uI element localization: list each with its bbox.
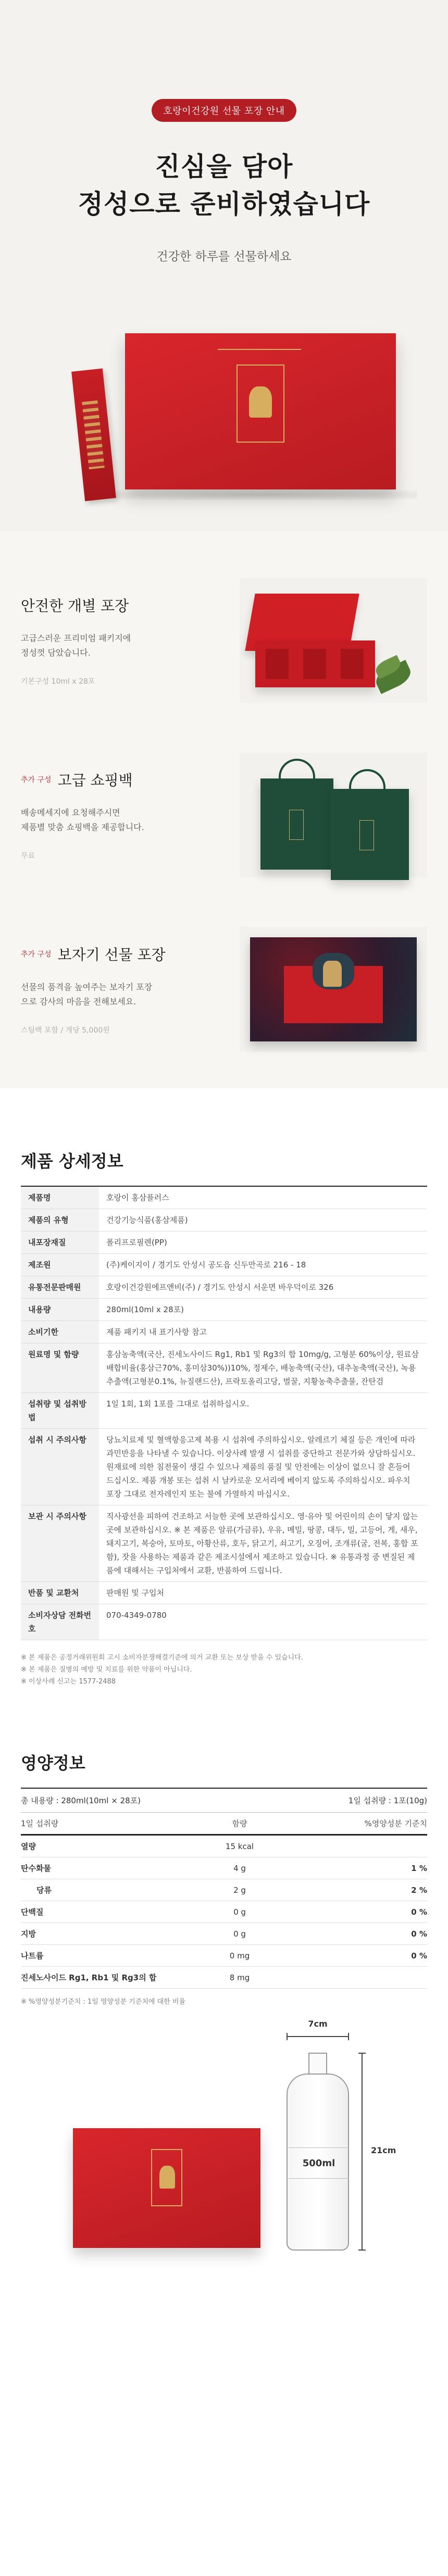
nutrition-row <box>21 1879 427 1901</box>
package-desc-line2: 정성껏 담았습니다. <box>21 648 91 658</box>
height-dimension-line <box>358 2053 366 2251</box>
nutrient-percent: 0 % <box>302 1945 427 1967</box>
water-bottle <box>287 2053 349 2251</box>
spec-value: 1일 1회, 1회 1포를 그대로 섭취하십시오. <box>99 1393 427 1429</box>
gift-box <box>125 333 396 489</box>
nutrient-percent: 0 % <box>302 1901 427 1923</box>
package-text <box>21 944 208 1035</box>
package-text <box>21 595 208 686</box>
tray-slot <box>303 649 326 679</box>
spec-key: 소비자상담 전화번호 <box>21 1604 99 1640</box>
bag-handle <box>279 759 315 780</box>
nutrient-percent <box>302 1835 427 1857</box>
spec-value: 당뇨치료제 및 혈액항응고제 복용 시 섭취에 주의하십시오. 알레르기 체질 등은 개인에 따라 과민반응을 나타낼 수 있습니다. 이상사례 발생 시 섭취를 중단하고 전문가와 상담하십시오. 원재료에 의한 침전물이 생길 수 있으나 제품의 품질 및 안전에는 이상이 없으니 잘 흔들어 드십시오. 제품 개봉 또는 섭취 시 날카로운 모서리에 베이지 않도록 주의하십시오. 파우치 포장 그대로 전자레인지 또는 불에 가열하지 마십시오. <box>99 1429 427 1505</box>
spec-value: 직사광선을 피하여 건조하고 서늘한 곳에 보관하십시오. 영·유아 및 어린이의 손이 닿지 않는 곳에 보관하십시오. ※ 본 제품은 알류(가금류), 우유, 메밀, 땅콩, 대두, 밀, 고등어, 게, 새우, 돼지고기, 복숭아, 토마토, 아황산류, 호두, 닭고기, 쇠고기, 오징어, 조개류(굴, 전복, 홍합 포함), 잣을 사용하는 제품과 같은 제조시설에서 제조하고 있습니다. ※ 유통과정 중 변질된 제품에 대해서는 구입처에서 교환, 반품하여 드립니다. <box>99 1505 427 1582</box>
spec-value: 호랑이 홍삼플러스 <box>99 1187 427 1209</box>
spec-key: 제품의 유형 <box>21 1209 99 1232</box>
tray-slot <box>266 649 289 679</box>
bag-handle <box>349 769 385 790</box>
bag-logo <box>289 810 304 840</box>
nutrition-table-body <box>21 1835 427 1989</box>
box-brand-line <box>218 349 301 350</box>
nutrient-percent: 0 % <box>302 1923 427 1945</box>
spec-value: 홍삼농축액(국산, 진세노사이드 Rg1, Rb1 및 Rg3의 합 10mg/g, 고형분 60%이상, 원료삼배합비율(홍삼근70%, 홍미삼30%))10%, 정제수, 배농축액(국산), 대추농축액(국산), 녹용추출액(고형분0.1%, 뉴질랜드산), 프락토올리고당, 벌꿀, 지황농축추출물, 잔탄검 <box>99 1343 427 1393</box>
hero-product-image <box>73 333 401 500</box>
spec-key: 소비기한 <box>21 1321 99 1343</box>
bottle-body <box>287 2074 349 2251</box>
spec-row <box>21 1276 427 1299</box>
nutrient-percent: 1 % <box>302 1857 427 1879</box>
package-note: 기본구성 10ml x 28포 <box>21 677 95 686</box>
bottle-volume-label: 500ml <box>289 2147 349 2179</box>
package-title-label: 고급 쇼핑백 <box>57 772 133 789</box>
spec-value: 280ml(10ml x 28포) <box>99 1299 427 1321</box>
spec-row <box>21 1209 427 1232</box>
bojagi-wrap-image <box>240 927 427 1052</box>
hero-badge: 호랑이건강원 선물 포장 안내 <box>152 99 296 122</box>
hero-title <box>0 148 448 223</box>
note-line: ※ 이상사례 신고는 1577-2488 <box>21 1678 116 1686</box>
nutrition-table <box>21 1813 427 1989</box>
package-tag: 추가 구성 <box>21 950 52 959</box>
nutrient-name: 탄수화물 <box>21 1857 177 1879</box>
nutrient-name: 나트륨 <box>21 1945 177 1967</box>
nutrient-amount: 4 g <box>177 1857 302 1879</box>
hero-title-line2: 정성으로 준비하였습니다 <box>78 189 370 219</box>
spec-key: 제조원 <box>21 1254 99 1276</box>
nutrient-percent <box>302 1967 427 1989</box>
nutrition-row <box>21 1901 427 1923</box>
shopping-bag <box>331 789 409 880</box>
width-label: 7cm <box>308 2019 328 2029</box>
nutrient-amount: 0 mg <box>177 1945 302 1967</box>
nutrition-row <box>21 1945 427 1967</box>
daily-serving: 1일 섭취량 : 1포(10g) <box>348 1796 427 1805</box>
spec-row <box>21 1299 427 1321</box>
open-box-image <box>240 578 427 703</box>
spec-key: 제품명 <box>21 1187 99 1209</box>
spec-row <box>21 1604 427 1640</box>
nutrition-header-row <box>21 1813 427 1835</box>
nutrient-percent: 2 % <box>302 1879 427 1901</box>
package-title-label: 안전한 개별 포장 <box>21 597 129 614</box>
package-desc-line2: 제품별 맞춤 쇼핑백을 제공합니다. <box>21 822 144 832</box>
nutrient-name: 당류 <box>21 1879 177 1901</box>
spec-value: 제품 패키지 내 표기사항 참고 <box>99 1321 427 1343</box>
package-description <box>21 980 208 1009</box>
package-description <box>21 806 208 835</box>
spec-value: 호랑이건강원에프앤비(주) / 경기도 안성시 서운면 바우덕이로 326 <box>99 1276 427 1299</box>
col-amount: 함량 <box>177 1813 302 1835</box>
package-option-bojagi <box>21 927 427 1052</box>
nutrient-amount: 0 g <box>177 1923 302 1945</box>
tray-slot <box>341 649 364 679</box>
spec-key: 유통전문판매원 <box>21 1276 99 1299</box>
spec-key: 섭취량 및 섭취방법 <box>21 1393 99 1429</box>
total-amount: 총 내용량 : 280ml(10ml × 28포) <box>21 1796 141 1805</box>
nutrient-amount: 15 kcal <box>177 1835 302 1857</box>
spec-table <box>21 1187 427 1640</box>
note-line: ※ 본 제품은 질병의 예방 및 치료를 위한 약품이 아닙니다. <box>21 1666 192 1674</box>
package-note: 스팀백 포함 / 개당 5,000원 <box>21 1026 110 1035</box>
nutrition-row <box>21 1967 427 1989</box>
nutrition-section <box>0 1688 448 2006</box>
nutrition-row <box>21 1857 427 1879</box>
product-details-section <box>0 1088 448 1688</box>
spec-row <box>21 1187 427 1209</box>
hero-section <box>0 0 448 531</box>
note-line: ※ 본 제품은 공정거래위원회 고시 소비자분쟁해결기준에 의거 교환 또는 보상 받을 수 있습니다. <box>21 1654 303 1662</box>
box-tray <box>255 640 375 687</box>
spec-key: 원료명 및 함량 <box>21 1343 99 1393</box>
spec-row <box>21 1393 427 1429</box>
bottle-neck <box>308 2053 327 2074</box>
nutrient-name: 단백질 <box>21 1901 177 1923</box>
spec-key: 섭취 시 주의사항 <box>21 1429 99 1505</box>
package-desc-line1: 선물의 품격을 높여주는 보자기 포장 <box>21 982 153 992</box>
width-dimension-line <box>287 2033 349 2040</box>
spec-row <box>21 1232 427 1254</box>
nutrient-name: 열량 <box>21 1835 177 1857</box>
package-desc-line1: 고급스러운 프리미엄 패키지에 <box>21 633 131 643</box>
spec-key: 내용량 <box>21 1299 99 1321</box>
nutrition-row <box>21 1835 427 1857</box>
package-option-basic <box>21 578 427 703</box>
spec-value: 건강기능식품(홍삼제품) <box>99 1209 427 1232</box>
package-desc-line1: 배송메세지에 요청해주시면 <box>21 808 120 818</box>
nutrient-amount: 2 g <box>177 1879 302 1901</box>
details-title: 제품 상세정보 <box>21 1148 427 1187</box>
nutrient-name: 진세노사이드 Rg1, Rb1 및 Rg3의 합 <box>21 1967 177 1989</box>
spec-row <box>21 1343 427 1393</box>
nutrition-title: 영양정보 <box>21 1750 427 1789</box>
col-serving: 1일 섭취량 <box>21 1813 177 1835</box>
spec-key: 보관 시 주의사항 <box>21 1505 99 1582</box>
package-title <box>21 769 208 790</box>
shopping-bags-image <box>240 752 427 877</box>
spec-value: 판매원 및 구입처 <box>99 1582 427 1604</box>
box-emblem <box>151 2149 182 2206</box>
package-title <box>21 944 208 964</box>
package-description <box>21 631 208 660</box>
height-label: 21cm <box>371 2145 396 2155</box>
col-percent: %영양성분 기준치 <box>302 1813 427 1835</box>
stick-pouch <box>71 369 116 501</box>
nutrition-header <box>21 1789 427 1813</box>
details-notes <box>21 1640 427 1688</box>
packaging-options <box>0 531 448 1088</box>
nutrition-footnote: ※ %영양성분기준치 : 1일 영양성분 기준치에 대한 비율 <box>21 1998 185 2006</box>
product-shadow <box>104 489 417 500</box>
spec-value: (주)케이지이 / 경기도 안성시 공도읍 신두만곡로 216 - 18 <box>99 1254 427 1276</box>
hero-title-line1: 진심을 담아 <box>155 151 293 182</box>
package-option-shopping-bag <box>21 752 427 877</box>
package-tag: 추가 구성 <box>21 776 52 784</box>
spec-key: 내포장재질 <box>21 1232 99 1254</box>
spec-row <box>21 1505 427 1582</box>
nutrition-row <box>21 1923 427 1945</box>
size-comparison-section <box>0 2006 448 2438</box>
package-title <box>21 595 208 615</box>
spec-row <box>21 1321 427 1343</box>
spec-value: 070-4349-0780 <box>99 1604 427 1640</box>
package-title-label: 보자기 선물 포장 <box>57 946 166 963</box>
spec-row <box>21 1254 427 1276</box>
bag-logo <box>359 820 374 850</box>
spec-key: 반품 및 교환처 <box>21 1582 99 1604</box>
size-gift-box <box>73 2128 260 2248</box>
spec-table-body <box>21 1187 427 1640</box>
nutrient-amount: 0 g <box>177 1901 302 1923</box>
nutrient-name: 지방 <box>21 1923 177 1945</box>
hero-subtitle: 건강한 하루를 선물하세요 <box>156 250 292 263</box>
package-desc-line2: 으로 감사의 마음을 전해보세요. <box>21 997 136 1007</box>
gold-ornament <box>323 961 342 987</box>
shopping-bag <box>260 778 333 870</box>
package-text <box>21 769 208 861</box>
spec-value: 폴리프로필렌(PP) <box>99 1232 427 1254</box>
package-note: 무료 <box>21 852 35 860</box>
spec-row <box>21 1429 427 1505</box>
spec-row <box>21 1582 427 1604</box>
box-emblem <box>237 365 284 443</box>
nutrient-amount: 8 mg <box>177 1967 302 1989</box>
